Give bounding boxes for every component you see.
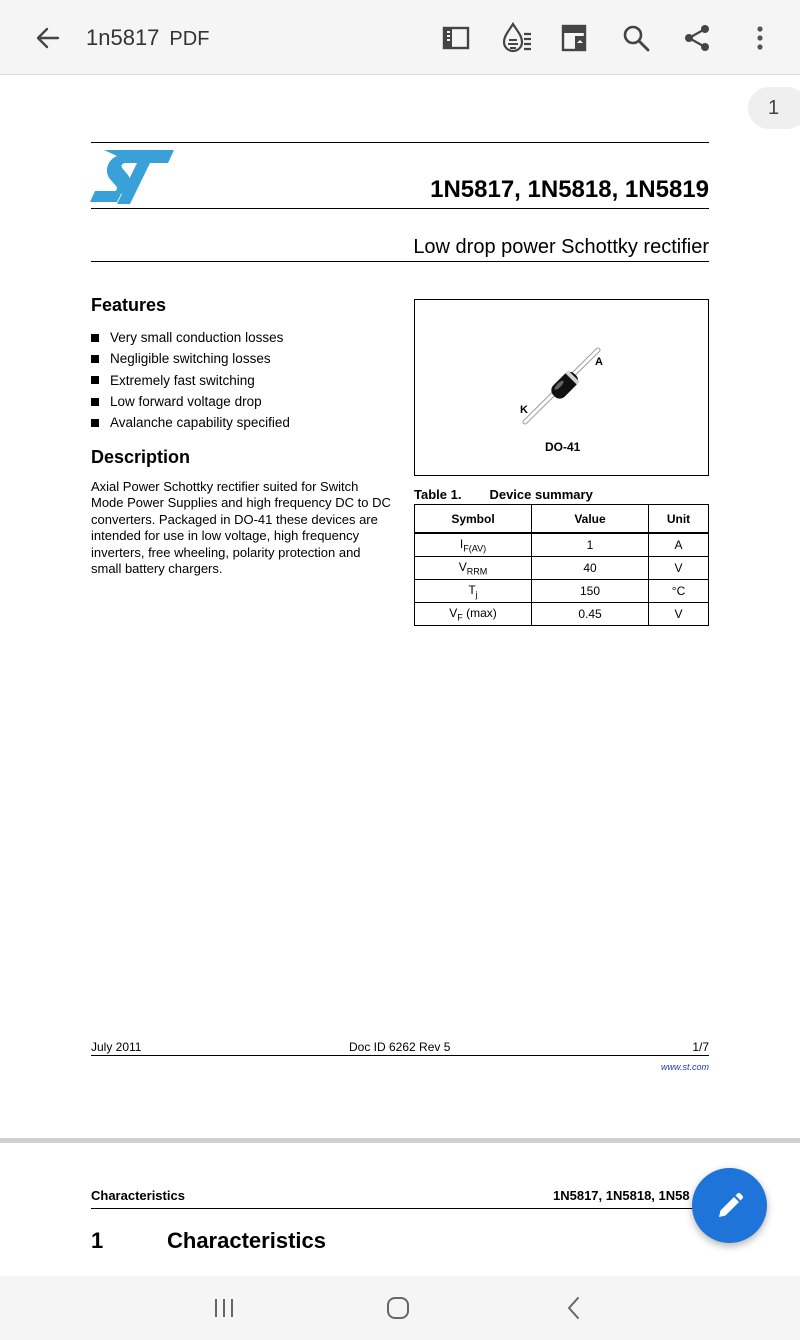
value-cell: 0.45: [532, 603, 649, 626]
part-numbers-title: 1N5817, 1N5818, 1N5819: [430, 176, 709, 203]
device-summary-table: [414, 504, 709, 626]
header-symbol: Symbol: [415, 505, 532, 534]
table-row: [415, 580, 709, 603]
page-indicator: 1: [748, 87, 800, 129]
features-list: [91, 327, 290, 433]
file-type: PDF: [169, 28, 210, 50]
home-icon[interactable]: [378, 1288, 418, 1328]
pencil-icon: [714, 1190, 746, 1222]
more-vert-icon[interactable]: [740, 18, 780, 58]
description-text: Axial Power Schottky rectifier suited for Switch Mode Power Supplies and high frequency DC to DC converters. Packaged in DO-41 these devices are intended for use in low voltage, high frequency inverters, free wheeling, polarity protection and small battery chargers.: [91, 479, 391, 577]
bullet-icon: [91, 334, 99, 342]
features-heading: Features: [91, 295, 167, 315]
package-figure: [414, 299, 709, 476]
page-separator: [0, 1138, 800, 1143]
footer-rule: [91, 1055, 709, 1056]
reading-mode-icon[interactable]: [436, 18, 476, 58]
cathode-label: K: [520, 404, 528, 416]
header-value: Value: [532, 505, 649, 534]
table-header-row: [415, 505, 709, 534]
bullet-icon: [91, 419, 99, 427]
share-icon[interactable]: [677, 18, 717, 58]
symbol-cell: $V_F$ (max): [415, 603, 532, 626]
value-cell: 150: [532, 580, 649, 603]
page2-header-left: Characteristics: [91, 1188, 185, 1203]
value-cell: 40: [532, 557, 649, 580]
file-name: 1n5817: [86, 25, 160, 50]
list-item: Extremely fast switching: [91, 370, 290, 391]
ink-drop-icon[interactable]: [497, 18, 537, 58]
footer-date: July 2011: [91, 1040, 142, 1054]
document-subtitle: Low drop power Schottky rectifier: [413, 236, 709, 258]
unit-cell: A: [649, 533, 709, 557]
header-unit: Unit: [649, 505, 709, 534]
table-row: [415, 533, 709, 557]
unit-cell: °C: [649, 580, 709, 603]
st-logo: [90, 150, 174, 209]
list-item: Avalanche capability specified: [91, 412, 290, 433]
list-item: Very small conduction losses: [91, 327, 290, 348]
bullet-icon: [91, 355, 99, 363]
package-name: DO-41: [545, 440, 581, 454]
page2-header-rule: [91, 1208, 709, 1209]
bullet-icon: [91, 376, 99, 384]
search-icon[interactable]: [616, 18, 656, 58]
value-cell: 1: [532, 533, 649, 557]
list-item: Negligible switching losses: [91, 348, 290, 369]
bullet-icon: [91, 398, 99, 406]
header-rule-top: [91, 142, 709, 143]
back-arrow-icon[interactable]: [30, 20, 66, 56]
page2-header-right: 1N5817, 1N5818, 1N58: [553, 1188, 690, 1203]
table-row: [415, 603, 709, 626]
app-bar: [0, 0, 800, 75]
header-rule-middle: [91, 208, 709, 209]
footer-website-link[interactable]: www.st.com: [660, 1062, 709, 1072]
edit-button[interactable]: [692, 1168, 767, 1243]
table-title: Device summary: [489, 487, 593, 502]
description-heading: Description: [91, 447, 191, 467]
unit-cell: V: [649, 557, 709, 580]
symbol-cell: $V_{RRM}$: [415, 557, 532, 580]
unit-cell: V: [649, 603, 709, 626]
section-title: Characteristics: [167, 1228, 326, 1253]
table-row: [415, 557, 709, 580]
symbol-cell: $I_{F(AV)}$: [415, 533, 532, 557]
document-title: [86, 25, 209, 51]
nav-back-icon[interactable]: [554, 1288, 594, 1328]
table-number: Table 1.: [414, 487, 462, 502]
symbol-cell: $T_j$: [415, 580, 532, 603]
header-rule-bottom: [91, 261, 709, 262]
footer-page-number: 1/7: [692, 1040, 709, 1054]
footer-doc-id: Doc ID 6262 Rev 5: [349, 1040, 451, 1054]
table-caption: [414, 487, 593, 502]
list-item: Low forward voltage drop: [91, 391, 290, 412]
section-number: 1: [91, 1228, 104, 1253]
system-navigation-bar: [0, 1276, 800, 1340]
bookmark-page-icon[interactable]: [554, 18, 594, 58]
recent-apps-icon[interactable]: [204, 1288, 244, 1328]
anode-label: A: [595, 356, 603, 368]
